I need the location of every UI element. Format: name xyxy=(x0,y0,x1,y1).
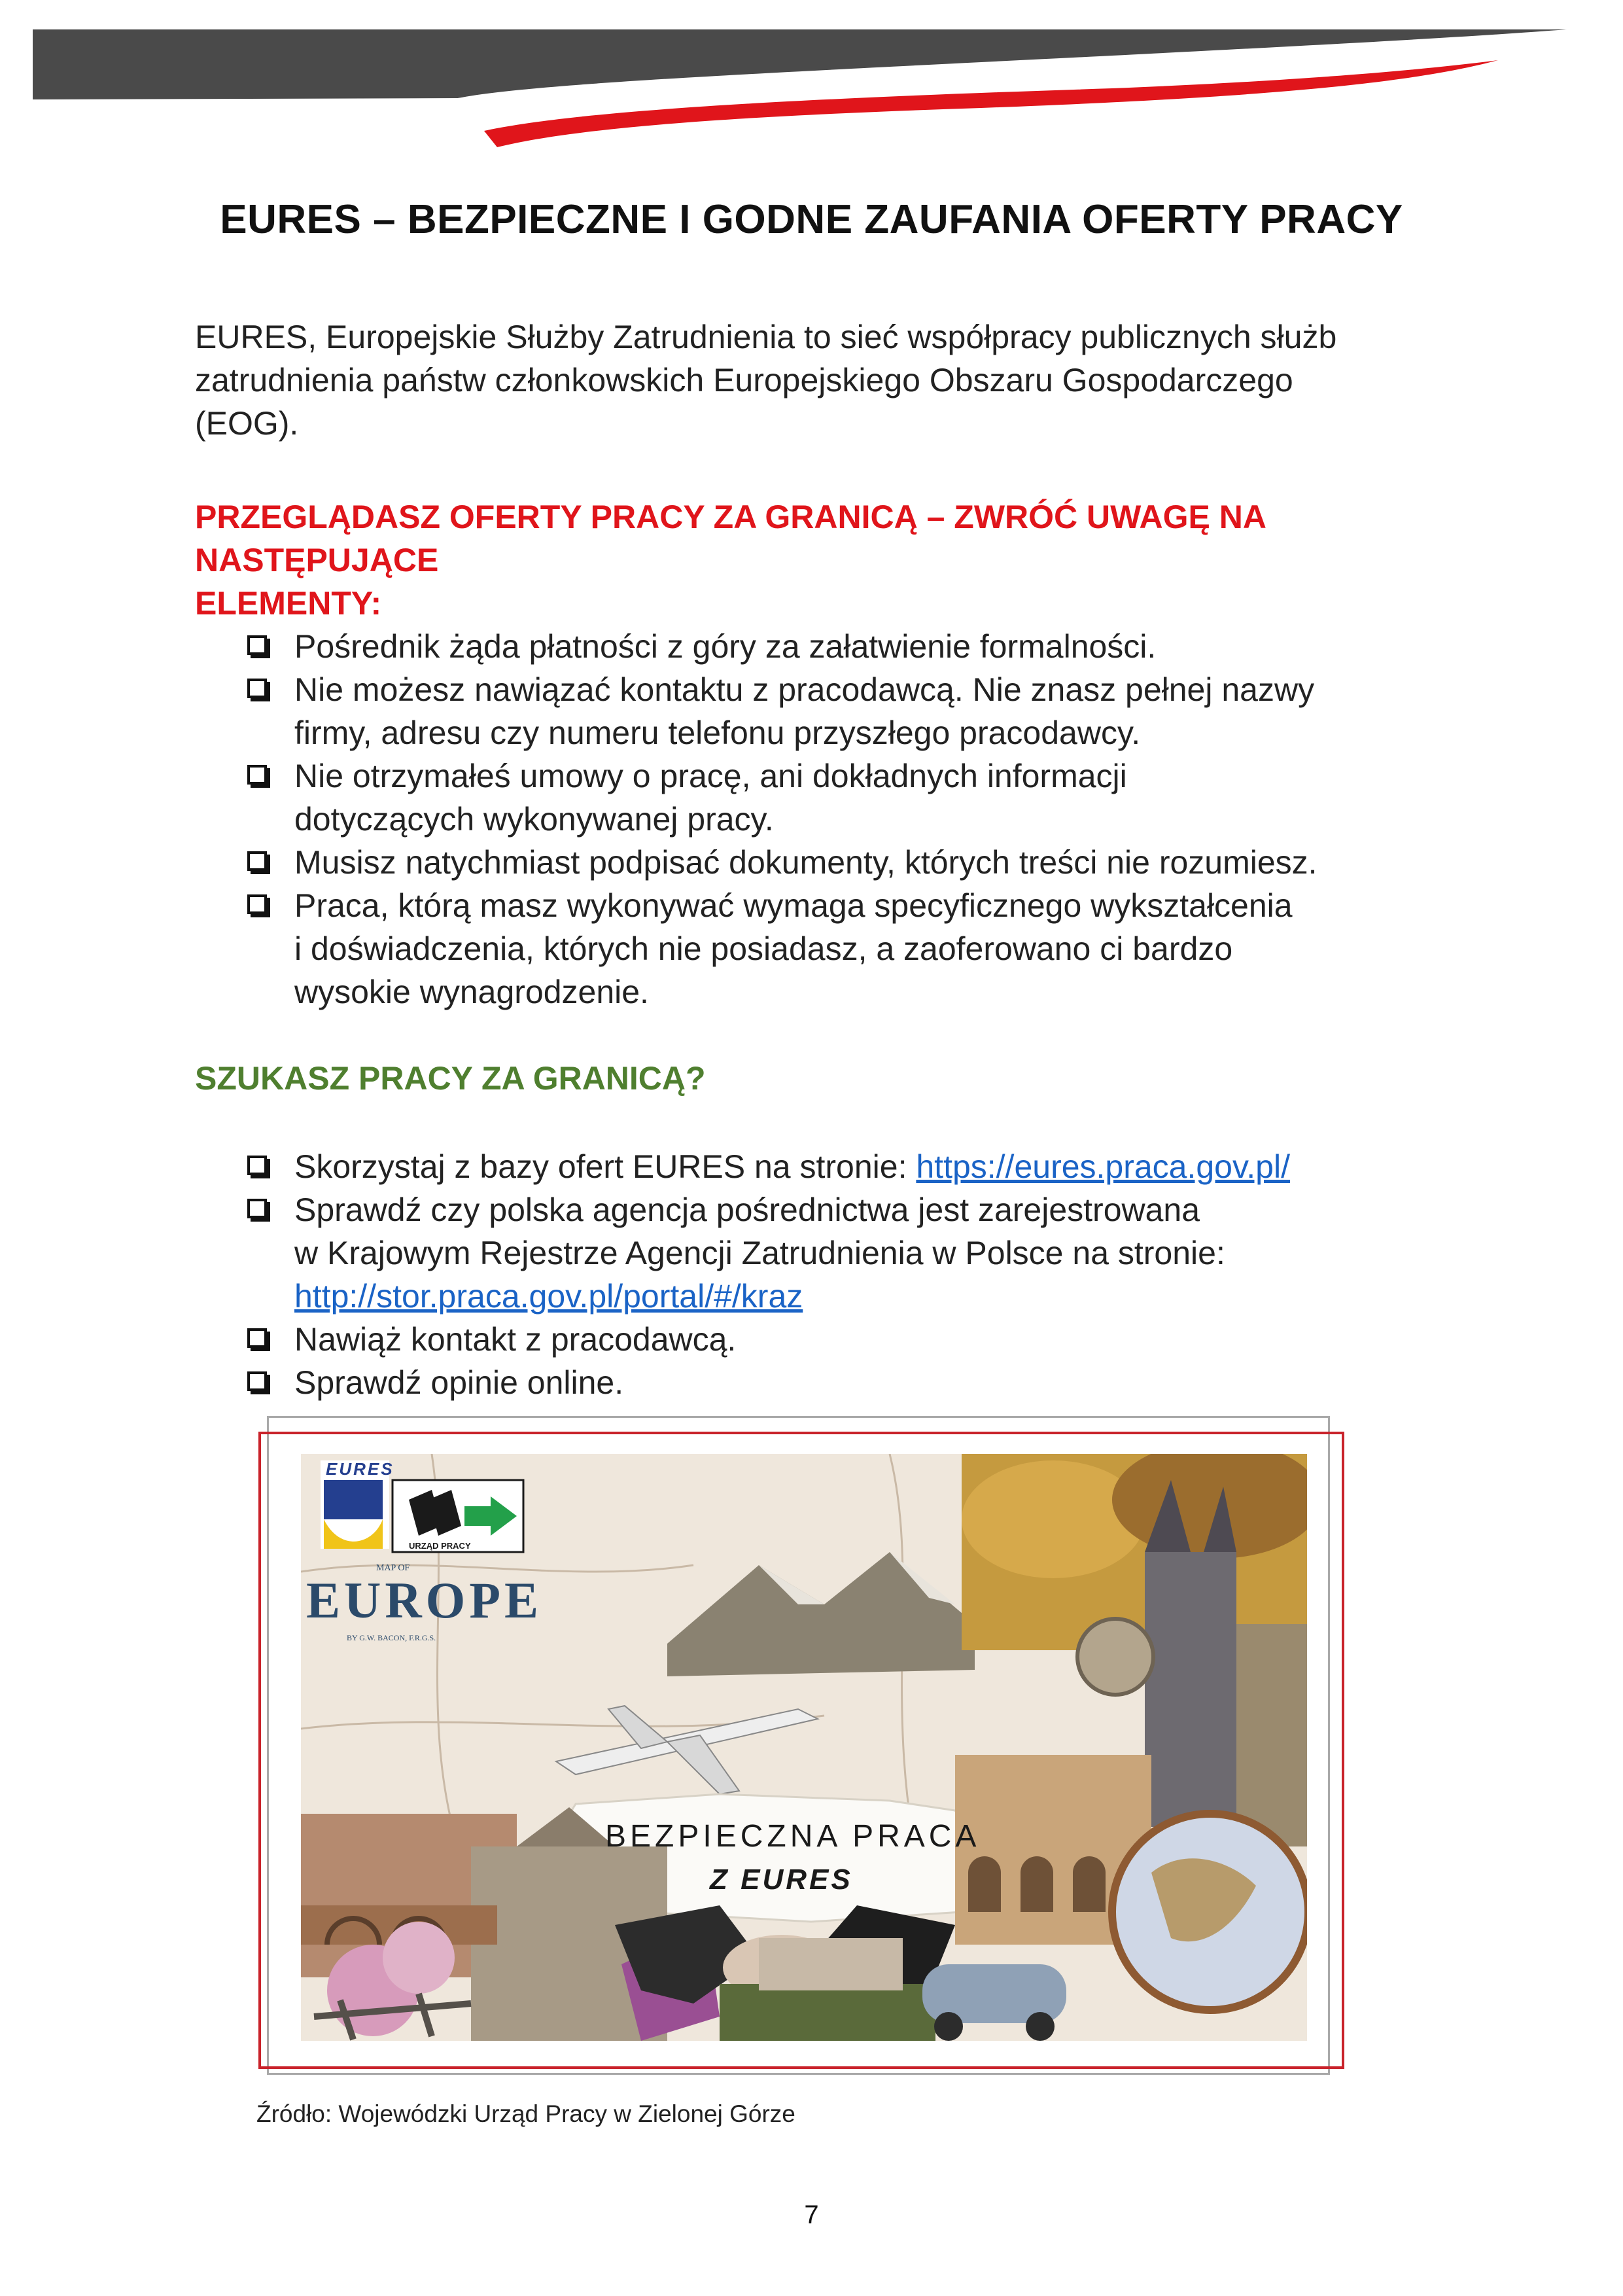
checklist-text: i doświadczenia, których nie posiadasz, a zaoferowano ci bardzo xyxy=(294,930,1233,967)
checklist-text: Nie możesz nawiązać kontaktu z pracodawcą. Nie znasz pełnej nazwy xyxy=(294,671,1315,708)
warning-heading xyxy=(195,495,1471,625)
intro-line: (EOG). xyxy=(195,405,299,442)
intro-line: EURES, Europejskie Służby Zatrudnienia to sieć współpracy publicznych służb xyxy=(195,319,1337,355)
eures-poster-image xyxy=(301,1454,1307,2041)
checklist-text: firmy, adresu czy numeru telefonu przyszłego pracodawcy. xyxy=(294,715,1141,751)
checklist-text: Nie otrzymałeś umowy o pracę, ani dokładnych informacji xyxy=(294,758,1127,794)
checklist-text: Sprawdź opinie online. xyxy=(294,1364,624,1401)
checkbox-icon xyxy=(247,851,267,871)
search-checklist xyxy=(242,1145,1452,1404)
poster-slogan-line1: BEZPIECZNA PRACA xyxy=(605,1819,981,1854)
map-credit: BY G.W. BACON, F.R.G.S. xyxy=(347,1633,436,1642)
checklist-item xyxy=(242,1145,1452,1188)
warning-checklist xyxy=(242,625,1452,1014)
image-source-caption: Źródło: Wojewódzki Urząd Pracy w Zielonej Górze xyxy=(256,2100,795,2127)
checklist-item xyxy=(242,625,1452,668)
header-banner xyxy=(0,0,1623,164)
checklist-item xyxy=(242,754,1452,841)
page-number: 7 xyxy=(804,2200,819,2229)
checkbox-icon xyxy=(247,894,267,914)
document-title: EURES – BEZPIECZNE I GODNE ZAUFANIA OFERTY PRACY xyxy=(220,197,1403,242)
checklist-text: dotyczących wykonywanej pracy. xyxy=(294,801,774,838)
checklist-item xyxy=(242,884,1452,1014)
checklist-text: wysokie wynagrodzenie. xyxy=(294,974,649,1010)
checkbox-icon xyxy=(247,1156,267,1175)
checklist-text: Sprawdź czy polska agencja pośrednictwa jest zarejestrowana xyxy=(294,1192,1200,1228)
checklist-item xyxy=(242,1361,1452,1404)
europe-map-title: EUROPE xyxy=(306,1572,543,1629)
checklist-text: w Krajowym Rejestrze Agencji Zatrudnienia w Polsce na stronie: xyxy=(294,1235,1225,1271)
checkbox-icon xyxy=(247,765,267,785)
checkbox-icon xyxy=(247,1371,267,1391)
urzad-pracy-badge-text: URZĄD PRACY xyxy=(409,1541,471,1551)
search-heading: SZUKASZ PRACY ZA GRANICĄ? xyxy=(195,1060,706,1097)
checklist-item xyxy=(242,841,1452,884)
checklist-text: Praca, którą masz wykonywać wymaga specyficznego wykształcenia xyxy=(294,887,1293,924)
checklist-item xyxy=(242,1318,1452,1361)
checklist-text: Musisz natychmiast podpisać dokumenty, których treści nie rozumiesz. xyxy=(294,844,1318,881)
checklist-item xyxy=(242,668,1452,754)
checkbox-icon xyxy=(247,679,267,698)
intro-paragraph xyxy=(195,315,1438,445)
eures-link[interactable]: https://eures.praca.gov.pl/ xyxy=(916,1148,1290,1185)
checklist-item xyxy=(242,1188,1452,1318)
eures-logo-text: EURES xyxy=(326,1459,394,1479)
warning-heading-line: PRZEGLĄDASZ OFERTY PRACY ZA GRANICĄ – ZWRÓĆ UWAGĘ NA NASTĘPUJĄCE xyxy=(195,499,1266,578)
map-of-label: MAP OF xyxy=(376,1563,410,1573)
checkbox-icon xyxy=(247,1328,267,1348)
poster-slogan-line2: Z EURES xyxy=(710,1863,853,1896)
checkbox-icon xyxy=(247,1199,267,1218)
warning-heading-line: ELEMENTY: xyxy=(195,585,382,622)
checklist-text: Skorzystaj z bazy ofert EURES na stronie: xyxy=(294,1148,916,1185)
checkbox-icon xyxy=(247,635,267,655)
intro-line: zatrudnienia państw członkowskich Europejskiego Obszaru Gospodarczego xyxy=(195,362,1293,398)
kraz-link[interactable]: http://stor.praca.gov.pl/portal/#/kraz xyxy=(294,1278,803,1315)
checklist-text: Nawiąż kontakt z pracodawcą. xyxy=(294,1321,737,1358)
checklist-text: Pośrednik żąda płatności z góry za załatwienie formalności. xyxy=(294,628,1157,665)
